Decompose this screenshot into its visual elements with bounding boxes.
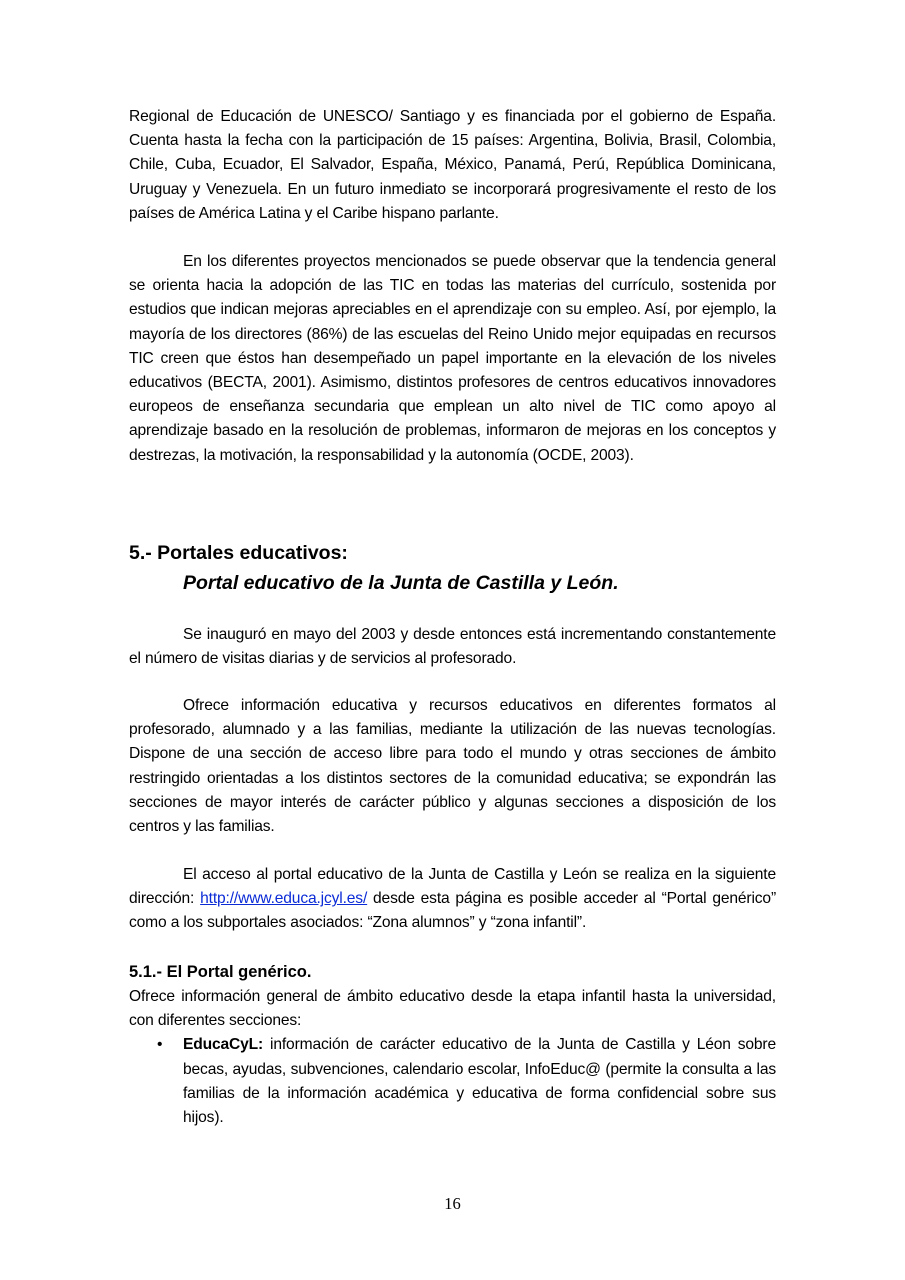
access-text-before-link: El acceso al portal educativo de la Junta de Castilla y León se realiza en la siguiente dirección: [129, 866, 776, 908]
access-text-after-link: desde esta página es posible acceder al “Portal genérico” como a los subportales asociados: “Zona alumnos” y “zona infantil”. [129, 890, 776, 932]
body-paragraph: Se inauguró en mayo del 2003 y desde entonces está incrementando constantemente el número de visitas diarias y de servicios al profesorado. [129, 626, 776, 668]
bullet-icon: • [157, 1036, 163, 1054]
subsection-heading: 5.1.- El Portal genérico. [129, 963, 312, 981]
paragraph-tic-trends [129, 250, 776, 468]
list-item-term: EducaCyL: [183, 1036, 264, 1054]
paragraph-portal-offer [129, 694, 776, 839]
body-paragraph: Regional de Educación de UNESCO/ Santiago y es financiada por el gobierno de España. Cuenta hasta la fecha con la participación de 15 países: Argentina, Bolivia, Brasil, Colombia, Chile, Cuba, Ecuador, El Salvador, España, México, Panamá, Perú, República Dominicana, Uruguay y Venezuela. En un futuro inmediato se incorporará progresivamente el resto de los países de América Latina y el Caribe hispano parlante. [129, 108, 776, 222]
sections-list [129, 1033, 776, 1130]
page-number: 16 [444, 1194, 461, 1213]
list-item [129, 1033, 776, 1130]
body-paragraph: Ofrece información educativa y recursos educativos en diferentes formatos al profesorado, alumnado y a las familias, mediante la utilización de las nuevas tecnologías. Dispone de una sección de acceso libre para todo el mundo y otras secciones de ámbito restringido orientadas a los distintos sectores de la comunidad educativa; se expondrán las secciones de mayor interés de carácter público y algunas secciones a disposición de los centros y las familias. [129, 697, 776, 836]
paragraph-portal-access [129, 863, 776, 936]
list-item-description: información de carácter educativo de la Junta de Castilla y Léon sobre becas, ayudas, subvenciones, calendario escolar, InfoEduc@ (permite la consulta a las familias de la información académica y educativa de forma confidencial sobre sus hijos). [183, 1036, 776, 1127]
subsection-intro: Ofrece información general de ámbito educativo desde la etapa infantil hasta la universidad, con diferentes secciones: [129, 988, 776, 1030]
portal-url-link[interactable]: http://www.educa.jcyl.es/ [200, 890, 368, 908]
list-item-text [183, 1033, 776, 1130]
section-heading: 5.- Portales educativos: [129, 542, 348, 564]
paragraph-unesco-network [129, 105, 776, 226]
section-5-1 [129, 960, 776, 1130]
body-paragraph [129, 863, 776, 936]
body-paragraph: En los diferentes proyectos mencionados se puede observar que la tendencia general se orienta hacia la adopción de las TIC en todas las materias del currículo, sostenida por estudios que indican mejoras apreciables en el aprendizaje con su empleo. Así, por ejemplo, la mayoría de los directores (86%) de las escuelas del Reino Unido mejor equipadas en recursos TIC creen que éstos han desempeñado un papel importante en la elevación de los niveles educativos (BECTA, 2001). Asimismo, distintos profesores de centros educativos innovadores europeos de enseñanza secundaria que emplean un alto nivel de TIC como apoyo al aprendizaje basado en la resolución de problemas, informaron de mejoras en los conceptos y destrezas, la motivación, la responsabilidad y la autonomía (OCDE, 2003). [129, 253, 776, 464]
section-5-header [129, 538, 776, 598]
paragraph-inauguration [129, 623, 776, 671]
section-subheading: Portal educativo de la Junta de Castilla y León. [183, 572, 619, 594]
